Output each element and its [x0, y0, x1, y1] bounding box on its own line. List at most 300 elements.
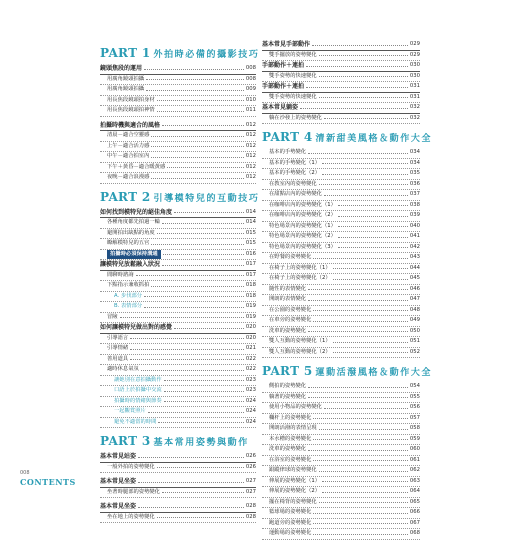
toc-entry[interactable]	[262, 348, 420, 359]
entry-title: 下點指示兼收抓拍	[107, 282, 150, 288]
entry-page-number: 060	[409, 446, 420, 452]
leader-dots	[313, 533, 407, 535]
toc-entry[interactable]	[100, 488, 256, 499]
entry-title: 手部動作＋連拍	[262, 83, 305, 90]
leader-dots	[308, 288, 408, 290]
toc-entry[interactable]	[100, 407, 256, 418]
toc-entry[interactable]	[100, 229, 256, 240]
entry-page-number: 066	[409, 509, 420, 515]
entry-page-number: 017	[245, 271, 256, 278]
leader-dots	[130, 337, 244, 339]
toc-section[interactable]	[100, 208, 256, 219]
leader-dots	[319, 470, 408, 472]
leader-dots	[338, 225, 408, 227]
toc-entry[interactable]	[100, 397, 256, 408]
entry-page-number: 026	[245, 463, 256, 470]
toc-entry[interactable]	[100, 106, 256, 117]
toc-entry[interactable]	[262, 190, 420, 201]
entry-title: 躺著的姿勢變化	[269, 393, 307, 400]
entry-title: 運動場的姿勢變化	[269, 530, 312, 536]
entry-page-number: 061	[409, 456, 420, 463]
leader-dots	[164, 400, 244, 402]
entry-page-number: 024	[245, 408, 256, 414]
leader-dots	[338, 204, 408, 206]
leader-dots	[306, 86, 408, 88]
entry-title: 拍攝時機與適合的風格	[100, 121, 161, 129]
part-heading	[262, 130, 433, 144]
toc-entry[interactable]	[100, 281, 256, 292]
toc-section[interactable]	[262, 40, 420, 51]
leader-dots	[338, 236, 408, 238]
entry-page-number: 020	[245, 334, 256, 341]
toc-entry[interactable]	[100, 344, 256, 355]
entry-page-number: 014	[245, 219, 256, 225]
entry-page-number: 046	[409, 285, 420, 292]
entry-title: 用廣角鏡頭拍攝	[107, 75, 145, 82]
toc-entry[interactable]	[100, 250, 256, 261]
toc-right-column	[262, 40, 433, 540]
entry-title: 在公園的姿勢變化	[269, 306, 312, 313]
entry-page-number: 018	[245, 292, 256, 299]
entry-title: 適時休息氣氛	[107, 366, 139, 372]
entry-title: 拍攝時必須保持溝通	[107, 250, 161, 260]
entry-title: 夜晚－適合浪漫感	[107, 174, 150, 180]
leader-dots	[322, 162, 408, 164]
entry-title: 中午－適合拍室內	[107, 153, 150, 159]
entry-title: 下午＋黃昏－適合暖黃感	[107, 163, 166, 170]
leader-dots	[138, 456, 244, 458]
entry-page-number: 012	[245, 153, 256, 159]
toc-entry[interactable]	[100, 463, 256, 474]
entry-title: 在咖啡店內的姿勢變化（1）	[269, 201, 336, 208]
entry-title: 引導語言	[107, 334, 129, 341]
part-heading	[100, 434, 256, 448]
entry-page-number: 044	[409, 264, 420, 271]
entry-page-number: 032	[409, 104, 420, 110]
entry-page-number: 057	[409, 414, 420, 421]
leader-dots	[157, 99, 244, 101]
toc-entry[interactable]	[262, 337, 420, 348]
page-number: 008	[20, 470, 30, 476]
toc-entry[interactable]	[262, 382, 420, 393]
toc-entry[interactable]	[262, 264, 420, 275]
toc-entry[interactable]	[262, 487, 420, 498]
toc-entry[interactable]	[100, 75, 256, 86]
leader-dots	[130, 358, 244, 360]
entry-title: 讓她別在意拍攝動作	[114, 376, 162, 383]
entry-title: B. 表情部分	[114, 303, 143, 309]
leader-dots	[144, 68, 244, 70]
part-title: 外拍時必備的攝影技巧	[153, 50, 260, 60]
entry-page-number: 029	[409, 41, 420, 47]
leader-dots	[136, 274, 244, 276]
leader-dots	[151, 135, 243, 137]
toc-entry[interactable]	[262, 445, 420, 456]
toc-entry[interactable]	[262, 498, 420, 509]
entry-page-number: 012	[245, 132, 256, 138]
entry-page-number: 008	[245, 65, 256, 71]
entry-title: 在浴室的姿勢變化	[269, 456, 312, 463]
leader-dots	[130, 348, 244, 350]
toc-entry[interactable]	[262, 274, 420, 285]
entry-page-number: 028	[245, 513, 256, 520]
entry-title: 在椅子上的姿勢變化（1）	[269, 264, 331, 271]
toc-entry[interactable]	[262, 222, 420, 233]
part-title: 基本常用姿勢與動作	[153, 438, 249, 448]
leader-dots	[167, 166, 244, 168]
entry-page-number: 027	[245, 488, 256, 495]
leader-dots	[333, 341, 408, 343]
leader-dots	[158, 421, 243, 423]
leader-dots	[157, 110, 244, 112]
entry-page-number: 012	[245, 163, 256, 170]
leader-dots	[313, 522, 407, 524]
contents-label: CONTENTS	[20, 477, 76, 487]
entry-title: 開朗的表情變化	[269, 296, 307, 302]
entry-page-number: 019	[245, 313, 256, 320]
toc-section[interactable]	[100, 260, 256, 271]
leader-dots	[333, 351, 408, 353]
leader-dots	[312, 44, 408, 46]
entry-page-number: 054	[409, 383, 420, 389]
toc-entry[interactable]	[262, 508, 420, 519]
entry-page-number: 024	[245, 418, 256, 425]
entry-page-number: 031	[409, 83, 420, 89]
toc-section[interactable]	[262, 103, 420, 114]
entry-title: 用廣角鏡頭拍攝	[107, 86, 145, 92]
entry-title: 各種角度都先拍過一輪	[107, 219, 160, 225]
toc-entry[interactable]	[262, 403, 420, 414]
entry-title: 在甜點店內的姿勢變化	[269, 191, 322, 197]
toc-entry[interactable]	[100, 418, 256, 429]
part-title: 引導模特兒的互動技巧	[153, 193, 260, 204]
leader-dots	[162, 491, 244, 493]
entry-page-number: 064	[409, 488, 420, 494]
entry-page-number: 009	[245, 86, 256, 92]
leader-dots	[162, 222, 244, 224]
toc-entry[interactable]	[100, 376, 256, 387]
entry-title: 隨性的表情變化	[269, 285, 307, 292]
leader-dots	[313, 257, 407, 259]
leader-dots	[162, 264, 244, 266]
toc-entry[interactable]	[262, 316, 420, 327]
leader-dots	[157, 232, 244, 234]
part-heading	[262, 364, 433, 378]
entry-title: 籃球場的姿勢變化	[269, 509, 312, 515]
entry-page-number: 017	[245, 261, 256, 267]
entry-title: 坐著時腿部的姿勢變化	[107, 488, 160, 495]
entry-title: 基本常見坐姿	[100, 503, 137, 510]
toc-section[interactable]	[100, 477, 256, 488]
entry-page-number: 031	[409, 93, 420, 100]
toc-entry[interactable]	[100, 386, 256, 397]
leader-dots	[308, 152, 408, 154]
toc-section[interactable]	[262, 61, 420, 72]
entry-page-number: 015	[245, 229, 256, 236]
leader-dots	[324, 407, 408, 409]
leader-dots	[322, 491, 408, 493]
toc-entry[interactable]	[262, 211, 420, 222]
entry-page-number: 035	[409, 170, 420, 176]
entry-page-number: 030	[409, 72, 420, 79]
toc-entry[interactable]	[262, 519, 420, 530]
entry-page-number: 008	[245, 75, 256, 82]
toc-entry[interactable]	[100, 152, 256, 163]
entry-page-number: 034	[409, 159, 420, 166]
toc-entry[interactable]	[262, 114, 420, 125]
leader-dots	[313, 438, 407, 440]
toc-entry[interactable]	[100, 163, 256, 174]
entry-page-number: 040	[409, 222, 420, 229]
entry-title: 坐在地上的姿勢變化	[107, 513, 155, 520]
leader-dots	[319, 54, 408, 56]
toc-section[interactable]	[262, 82, 420, 93]
toc-section[interactable]	[100, 452, 256, 463]
entry-page-number: 062	[409, 467, 420, 473]
entry-title: 冒險	[107, 313, 118, 320]
leader-dots	[319, 428, 408, 430]
entry-title: 開朗活潑的表情呈現	[269, 425, 317, 431]
entry-title: 基本常見躺姿	[262, 104, 299, 111]
leader-dots	[144, 295, 244, 297]
leader-dots	[151, 145, 243, 147]
entry-page-number: 045	[409, 275, 420, 281]
toc-entry[interactable]	[262, 93, 420, 104]
leader-dots	[151, 177, 243, 179]
entry-title: 雙手姿勢的快速變化	[269, 72, 317, 79]
leader-dots	[300, 107, 408, 109]
entry-page-number: 051	[409, 338, 420, 344]
entry-title: 基本常見手部動作	[262, 41, 311, 48]
entry-title: 基本的手勢變化（2）	[269, 170, 321, 176]
toc-section[interactable]	[100, 64, 256, 75]
leader-dots	[164, 379, 244, 381]
entry-page-number: 030	[409, 62, 420, 68]
leader-dots	[141, 369, 244, 371]
toc-entry[interactable]	[100, 85, 256, 96]
toc-entry[interactable]	[100, 271, 256, 282]
toc-entry[interactable]	[100, 513, 256, 524]
leader-dots	[151, 156, 243, 158]
toc-entry[interactable]	[262, 424, 420, 435]
part-title: 清新甜美風格＆動作大全	[315, 134, 433, 144]
entry-title: 雙手擺放的姿勢變化	[269, 51, 317, 58]
entry-page-number: 020	[245, 324, 256, 330]
toc-entry[interactable]	[262, 466, 420, 477]
entry-page-number: 018	[245, 282, 256, 288]
toc-entry[interactable]	[262, 51, 420, 62]
leader-dots	[164, 390, 244, 392]
leader-dots	[322, 480, 408, 482]
leader-dots	[138, 481, 244, 483]
entry-title: 在咖啡店內的姿勢變化（2）	[269, 212, 336, 218]
entry-page-number: 055	[409, 393, 420, 400]
entry-title: 一起觀賞照片	[114, 408, 146, 414]
entry-title: 雙人互動的姿勢變化（2）	[269, 348, 331, 355]
entry-title: 清晨－適合空靈感	[107, 132, 150, 138]
part-number: PART 1	[100, 46, 151, 60]
leader-dots	[174, 211, 244, 213]
entry-title: 跟蹤律球的姿勢變化	[269, 467, 317, 473]
toc-entry[interactable]	[100, 334, 256, 345]
leader-dots	[313, 417, 407, 419]
toc-entry[interactable]	[262, 456, 420, 467]
toc-entry[interactable]	[100, 355, 256, 366]
entry-title: 躺在沙發上的姿勢變化	[269, 114, 322, 121]
toc-entry[interactable]	[262, 285, 420, 296]
entry-page-number: 010	[245, 96, 256, 103]
entry-page-number: 052	[409, 348, 420, 355]
leader-dots	[333, 278, 408, 280]
toc-entry[interactable]	[262, 327, 420, 338]
entry-title: 如何找到模特兒的絕佳角度	[100, 208, 173, 216]
entry-page-number: 022	[245, 366, 256, 372]
leader-dots	[306, 65, 408, 67]
leader-dots	[151, 243, 243, 245]
entry-title: 伸展的姿勢變化（2）	[269, 488, 321, 494]
entry-title: 洗車的姿勢變化	[269, 446, 307, 452]
entry-page-number: 026	[245, 453, 256, 459]
entry-title: 讓模特兒放鬆融入狀況	[100, 261, 161, 268]
entry-title: 拍攝時的情緒與節奏	[114, 397, 162, 404]
part-number: PART 5	[262, 364, 313, 378]
leader-dots	[322, 173, 408, 175]
leader-dots	[308, 396, 408, 398]
entry-page-number: 034	[409, 149, 420, 155]
entry-page-number: 038	[409, 201, 420, 208]
leader-dots	[338, 246, 408, 248]
toc-entry[interactable]	[262, 243, 420, 254]
entry-title: 一般外拍的姿勢變化	[107, 463, 155, 470]
toc-entry[interactable]	[262, 295, 420, 306]
toc-entry[interactable]	[262, 529, 420, 540]
entry-page-number: 029	[409, 51, 420, 58]
entry-title: 雙手姿勢的快速變化	[269, 93, 317, 100]
leader-dots	[157, 516, 244, 518]
entry-page-number: 014	[245, 208, 256, 215]
entry-page-number: 068	[409, 530, 420, 536]
entry-title: 手部動作＋連拍	[262, 62, 305, 69]
entry-title: 在車旁的姿勢變化	[269, 317, 312, 323]
toc-entry[interactable]	[262, 72, 420, 83]
entry-title: 如何讓模特兒做出對的感覺	[100, 324, 173, 331]
toc-section[interactable]	[100, 502, 256, 513]
toc-entry[interactable]	[100, 365, 256, 376]
part-number: PART 2	[100, 189, 151, 204]
toc-entry[interactable]	[100, 173, 256, 184]
entry-page-number: 028	[245, 503, 256, 509]
entry-title: 伸展的姿勢變化（1）	[269, 477, 321, 484]
entry-title: A. 步伐部分	[114, 292, 143, 299]
toc-entry[interactable]	[262, 180, 420, 191]
toc-entry[interactable]	[100, 218, 256, 229]
entry-page-number: 067	[409, 519, 420, 526]
entry-page-number: 012	[245, 121, 256, 128]
leader-dots	[120, 316, 244, 318]
entry-page-number: 047	[409, 296, 420, 302]
toc-entry[interactable]	[262, 148, 420, 159]
entry-title: 側拍的姿勢變化	[269, 383, 307, 389]
toc-entry[interactable]	[100, 96, 256, 107]
entry-title: 在教室內的姿勢變化	[269, 180, 317, 187]
leader-dots	[144, 306, 244, 308]
entry-page-number: 037	[409, 191, 420, 197]
entry-page-number: 050	[409, 327, 420, 334]
entry-title: 特色場景內的姿勢變化（1）	[269, 222, 336, 229]
leader-dots	[313, 320, 407, 322]
entry-title: 本水槽的姿勢變化	[269, 435, 312, 442]
entry-title: 基本的手勢變化（1）	[269, 159, 321, 166]
entry-page-number: 039	[409, 212, 420, 218]
leader-dots	[157, 466, 244, 468]
entry-page-number: 043	[409, 254, 420, 260]
entry-page-number: 023	[245, 387, 256, 393]
toc-entry[interactable]	[262, 477, 420, 488]
entry-page-number: 049	[409, 317, 420, 323]
entry-page-number: 063	[409, 477, 420, 484]
leader-dots	[308, 330, 408, 332]
toc-entry[interactable]	[100, 302, 256, 313]
toc-entry[interactable]	[262, 393, 420, 404]
leader-dots	[146, 78, 244, 80]
toc-entry[interactable]	[262, 232, 420, 243]
entry-title: 上午－適合活力感	[107, 142, 150, 149]
leader-dots	[308, 299, 408, 301]
entry-title: 用長焦段鏡頭拍身材	[107, 96, 155, 103]
entry-title: 口語上於拍攝中交流	[114, 387, 162, 393]
entry-title: 在野餐的姿勢變化	[269, 254, 312, 260]
leader-dots	[333, 267, 408, 269]
part-title: 運動活潑風格＆動作大全	[315, 368, 433, 378]
entry-title: 使用小物品的姿勢變化	[269, 404, 322, 410]
leader-dots	[338, 215, 408, 217]
entry-title: 擺在椅背的姿勢變化	[269, 498, 317, 505]
leader-dots	[313, 512, 407, 514]
leader-dots	[163, 253, 244, 255]
entry-page-number: 024	[245, 397, 256, 404]
toc-entry[interactable]	[262, 253, 420, 264]
entry-title: 欄杆上的姿勢變化	[269, 414, 312, 421]
toc-section[interactable]	[100, 323, 256, 334]
entry-page-number: 065	[409, 498, 420, 505]
entry-title: 基本的手勢變化	[269, 149, 307, 155]
toc-entry[interactable]	[100, 292, 256, 303]
entry-title: 特色場景內的姿勢變化（3）	[269, 243, 336, 250]
leader-dots	[162, 124, 244, 126]
entry-title: 鏡頭焦段的運用	[100, 65, 143, 72]
entry-page-number: 012	[245, 174, 256, 180]
entry-page-number: 059	[409, 435, 420, 442]
leader-dots	[313, 309, 407, 311]
toc-entry[interactable]	[262, 201, 420, 212]
entry-page-number: 019	[245, 303, 256, 309]
toc-left-column	[100, 40, 260, 523]
toc-entry[interactable]	[262, 159, 420, 170]
entry-page-number: 058	[409, 425, 420, 431]
toc-entry[interactable]	[262, 414, 420, 425]
toc-section[interactable]	[100, 121, 256, 132]
toc-entry[interactable]	[100, 239, 256, 250]
part-heading	[100, 46, 260, 60]
toc-entry[interactable]	[262, 435, 420, 446]
toc-entry[interactable]	[100, 142, 256, 153]
toc-entry[interactable]	[100, 131, 256, 142]
toc-entry[interactable]	[262, 169, 420, 180]
leader-dots	[138, 506, 244, 508]
toc-entry[interactable]	[262, 306, 420, 317]
entry-title: 基本常見坐姿	[100, 478, 137, 485]
toc-entry[interactable]	[100, 313, 256, 324]
